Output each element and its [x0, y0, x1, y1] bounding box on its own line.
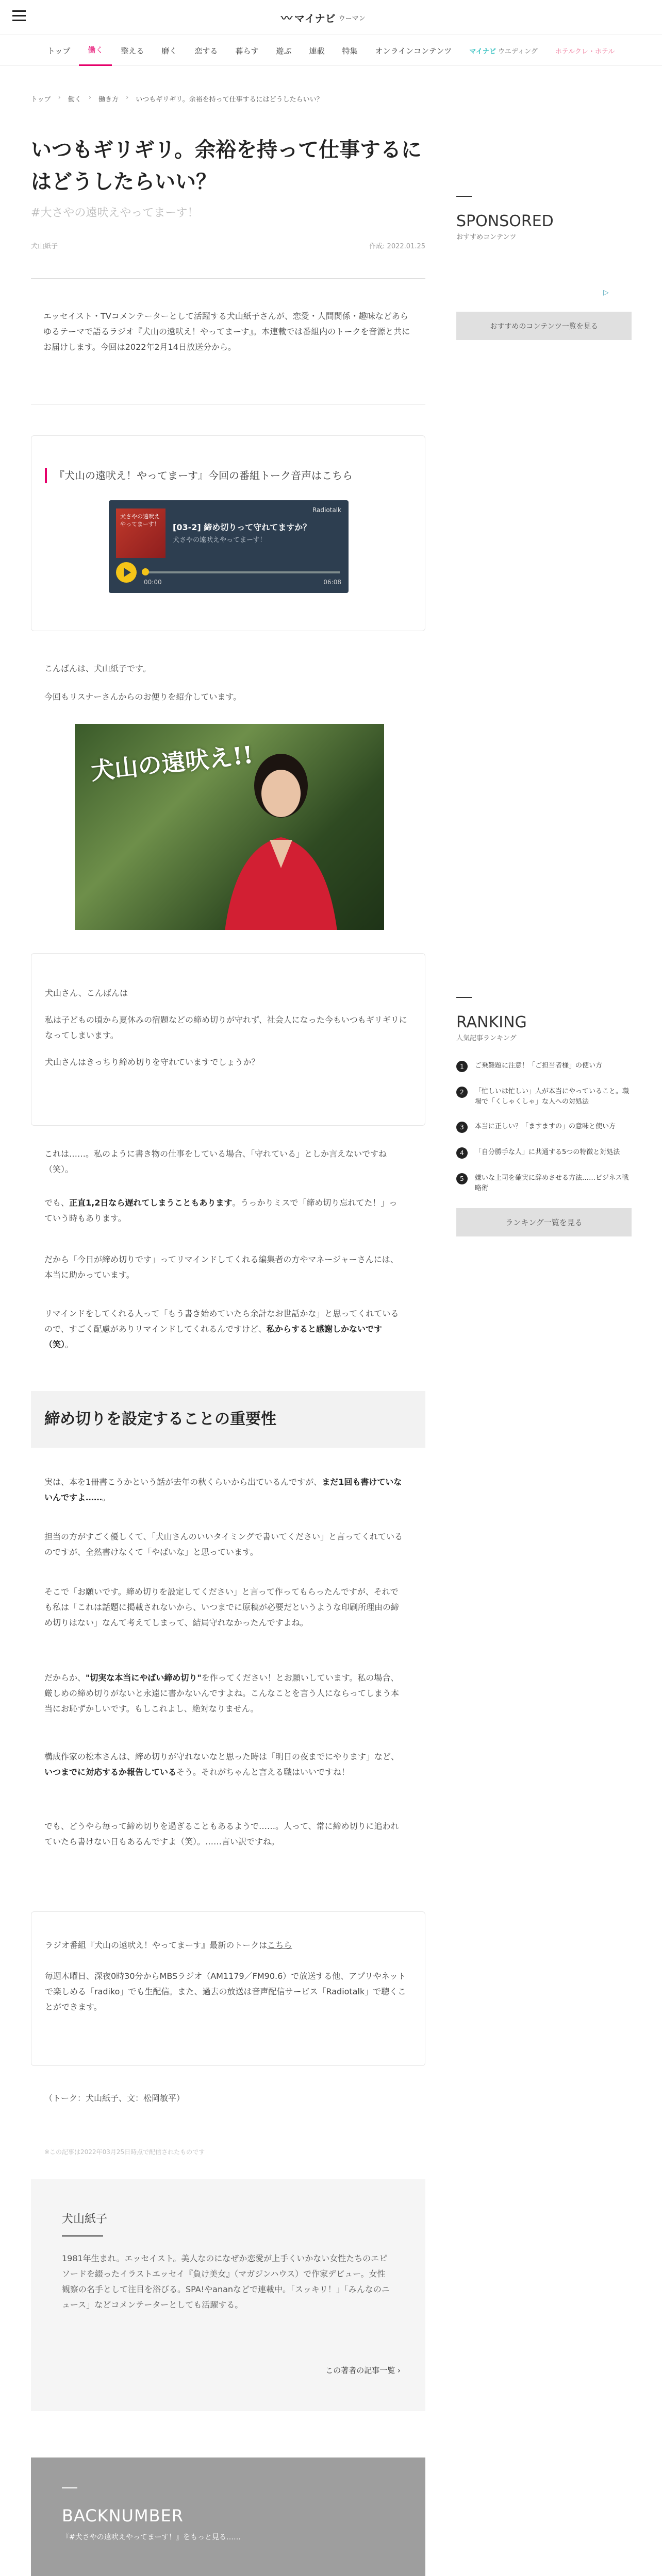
- body-text: 。うっかりミスで「締め切り忘れてた！」っていう時もあります。: [44, 1198, 398, 1223]
- ranking-item-title: 「忙しいは忙しい」人が本当にやっていること。職場で「くしゃくしゃ」な人への対処法: [475, 1088, 630, 1106]
- nav-item-hotel[interactable]: ホテルクレ・ホテル: [555, 47, 615, 56]
- body-text: だから「今日が締め切りです」ってリマインドしてくれる編集者の方やマネージャーさんには、本当に助かっています。: [44, 1255, 399, 1280]
- intro-paragraph: こんばんは、犬山紙子です。: [44, 664, 151, 673]
- ranking-item[interactable]: [456, 1061, 632, 1072]
- ranking-list: [456, 1061, 632, 1194]
- backnumber-subtitle[interactable]: 『#犬さやの遠吠えやってまーす！』をもっと見る……: [62, 2533, 241, 2541]
- body-text: 実は、本を1冊書こうかという話が去年の秋くらいから出ているんですが、: [44, 1477, 322, 1487]
- rank-number: 4: [456, 1147, 468, 1159]
- radio-latest-text: ラジオ番組『犬山の遠吠え！やってまーす』最新のトークは: [45, 1940, 268, 1950]
- rank-number: 1: [456, 1061, 468, 1072]
- breadcrumb-top[interactable]: トップ: [31, 96, 51, 104]
- logo-subtext: ウーマン: [338, 14, 366, 23]
- letter-line: 私は子どもの頃から夏休みの宿題などの締め切りが守れず、社会人になった今もいつもギリギリになってしまいます。: [45, 1015, 407, 1040]
- episode-subtitle: 犬さやの遠吠えやってまーす！: [173, 536, 267, 544]
- radiotalk-brand: Radiotalk: [312, 506, 341, 514]
- body-text: リマインドをしてくれる人って「もう書き始めていたら余計なお世話かな」と思ってくれているので、すごく配慮がありリマインドしてくれるんですけど、: [44, 1309, 399, 1334]
- sidebar-ranking: [456, 997, 632, 1236]
- ranking-list-button[interactable]: ランキング一覧を見る: [456, 1208, 632, 1236]
- portrait-figure: [204, 739, 358, 930]
- breadcrumb-workstyle[interactable]: 働き方: [98, 96, 119, 104]
- radio-latest-link[interactable]: こちら: [267, 1940, 292, 1950]
- sponsored-title: SPONSORED: [456, 212, 554, 230]
- ranking-subtitle: 人気記事ランキング: [456, 1035, 517, 1042]
- body-paragraph: [44, 1670, 405, 1717]
- ranking-item[interactable]: [456, 1147, 632, 1159]
- ranking-item-title: 「自分勝手な人」に共通する5つの特徴と対処法: [475, 1148, 620, 1156]
- page-title: いつもギリギリ。余裕を持って仕事するにはどうしたらいい？: [31, 138, 422, 194]
- radio-latest: [45, 1938, 411, 1953]
- body-text: だからか、: [44, 1673, 86, 1683]
- body-text: そこで「お願いです。締め切りを設定してください」と言って作ってもらったんですが、それでも私は「これは話題に掲載されないから、いつまでに原稿が必要だというような印刷所理由の締め切りはない」なんて考えてしまって、結局守れなかったんですよね。: [44, 1587, 400, 1628]
- progress-bar[interactable]: [144, 571, 340, 573]
- body-text: 構成作家の松本さんは、締め切りが守れないなと思った時は「明日の夜までにやります」など、: [44, 1752, 400, 1761]
- episode-title: [03-2] 締め切りって守れてますか？: [173, 522, 311, 532]
- sidebar-sponsored: [456, 196, 632, 331]
- article-header: [31, 134, 425, 250]
- listener-letter: [31, 953, 425, 1126]
- radio-schedule: 毎週木曜日、深夜0時30分からMBSラジオ（AM1179／FM90.6）で放送する他、アプリやネットで楽しめる「radiko」でも生配信。また、過去の放送は音声配信サービス「Radiotalk」で聴くことができます。: [45, 1971, 406, 2012]
- podcast-heading: 『犬山の遠吠え！やってまーす』今回の番組トーク音声はこちら: [45, 468, 411, 483]
- backnumber-box: [31, 2458, 425, 2576]
- backnumber-title: BACKNUMBER: [62, 2506, 184, 2526]
- chevron-right-icon: ›: [398, 2366, 401, 2375]
- ranking-item[interactable]: [456, 1173, 632, 1194]
- intro-paragraph: 今回もリスナーさんからのお便りを紹介しています。: [44, 692, 242, 702]
- logo-text: マイナビ: [294, 12, 336, 25]
- site-header: [0, 0, 662, 35]
- divider: [456, 196, 472, 197]
- body-paragraph: [44, 1819, 405, 1850]
- publish-note: ※この記事は2022年03月25日時点で配信されたものです: [44, 2148, 205, 2156]
- wedding-label: ウエディング: [498, 47, 538, 56]
- body-text: を作ってください！とお願いしています。私の場合、厳しめの締め切りがないと永遠に書かないんですよね。こんなことを言う人にならってしまう本当にお恥ずかしいです。もしこれよし、絶対なりません。: [44, 1673, 400, 1714]
- nav-item-work[interactable]: 働く: [79, 35, 112, 66]
- article-credit: （トーク：犬山紙子、文：松岡敏平）: [44, 2093, 185, 2103]
- body-paragraph: [44, 1529, 405, 1560]
- nav-item-arrange[interactable]: 整える: [121, 46, 144, 56]
- author-name: 犬山紙子: [62, 2213, 108, 2226]
- letter-line: 犬山さん、こんばんは: [45, 988, 128, 998]
- body-text: そう。それがちゃんと言える職はいいですね！: [176, 1767, 350, 1777]
- breadcrumb-current: いつもギリギリ。余裕を持って仕事するにはどうしたらいい？: [136, 96, 323, 104]
- nav-item-polish[interactable]: 磨く: [161, 46, 177, 56]
- mynavi-logo-icon: 〰: [281, 12, 292, 25]
- body-text: 。: [102, 1493, 111, 1502]
- nav-item-series[interactable]: 連載: [309, 46, 325, 56]
- rank-number: 5: [456, 1173, 468, 1184]
- body-text: 担当の方がすごく優しくて、「犬山さんのいいタイミングで書いてください」と言ってくれているのですが、全然書けなくて「やばいな」と思っています。: [44, 1532, 403, 1557]
- global-nav: [0, 35, 662, 66]
- article-photo: [75, 724, 384, 930]
- chevron-right-icon: ›: [126, 94, 129, 101]
- divider: [456, 997, 472, 998]
- nav-item-play[interactable]: 遊ぶ: [276, 46, 292, 56]
- body-paragraph: [44, 1195, 405, 1226]
- hamburger-menu-icon[interactable]: [12, 10, 26, 22]
- sponsored-subtitle: おすすめコンテンツ: [456, 233, 517, 241]
- time-total: 06:08: [323, 579, 341, 586]
- ranking-item-title: 本当に正しい？「ますますの」の意味と使い方: [475, 1123, 616, 1130]
- chevron-right-icon: ›: [58, 94, 61, 101]
- body-text: 。: [65, 1340, 74, 1349]
- ranking-item[interactable]: [456, 1122, 632, 1133]
- rank-number: 3: [456, 1122, 468, 1133]
- ranking-item[interactable]: [456, 1087, 632, 1107]
- body-paragraph: [44, 1584, 405, 1631]
- divider: [62, 2235, 103, 2236]
- nav-item-live[interactable]: 暮らす: [235, 46, 259, 56]
- nav-item-online[interactable]: オンラインコンテンツ: [375, 46, 452, 56]
- author-link[interactable]: 犬山紙子: [31, 243, 58, 250]
- breadcrumb: [31, 94, 323, 104]
- sponsored-list-button[interactable]: おすすめのコンテンツ一覧を見る: [456, 312, 632, 340]
- body-paragraph: [44, 1146, 405, 1177]
- author-bio: 1981年生まれ。エッセイスト。美人なのになぜか恋愛が上手くいかない女性たちのエピソードを綴ったイラストエッセイ『負け美女』（マガジンハウス）で作家デビュー。女性観察の名手として注目を浴びる。SPA!やananなどで連載中。「スッキリ！」「みんなのニュース」などコメンテーターとしても活躍する。: [62, 2253, 390, 2310]
- article-meta: [31, 241, 425, 250]
- author-profile: [31, 2179, 425, 2411]
- photo-brush-lettering: 犬山の遠吠え!!: [89, 740, 255, 786]
- body-paragraph: [44, 1306, 405, 1352]
- body-paragraph: [44, 1749, 405, 1780]
- article-tag[interactable]: #大さやの遠吠えやってまーす！: [31, 207, 199, 219]
- time-current: 00:00: [144, 579, 162, 586]
- section-heading: 締め切りを設定することの重要性: [31, 1391, 425, 1448]
- body-text: これは……。私のように書き物の仕事をしている場合、「守れている」としか言えないですね（笑）。: [44, 1149, 387, 1174]
- author-articles-label: この著者の記事一覧: [325, 2366, 395, 2375]
- ad-choices-icon[interactable]: ▷: [603, 289, 609, 297]
- author-articles-link[interactable]: [325, 2365, 401, 2376]
- chevron-right-icon: ›: [88, 94, 92, 101]
- podcast-box: [31, 435, 425, 631]
- divider: [62, 2487, 77, 2488]
- play-icon[interactable]: [116, 562, 137, 583]
- audio-player: [109, 500, 349, 593]
- nav-item-wedding[interactable]: [460, 35, 546, 66]
- body-paragraph: [44, 1252, 405, 1283]
- body-emphasis: いつまでに対応するか報告している: [44, 1767, 177, 1777]
- publish-date: 作成: 2022.01.25: [369, 243, 425, 250]
- rank-number: 2: [456, 1087, 468, 1098]
- body-emphasis: 正直1,2日なら遅れてしまうこともあります: [69, 1198, 233, 1208]
- article-lead: エッセイスト・TVコメンテーターとして活躍する犬山紙子さんが、恋愛・人間関係・趣味などあらゆるテーマで語るラジオ『犬山の遠吠え！やってまーす』。本連載では番組内のトークを音源と共にお届けします。今回は2022年2月14日放送分から。: [31, 278, 425, 404]
- nav-item-love[interactable]: 恋する: [194, 46, 218, 56]
- progress-handle[interactable]: [142, 568, 149, 575]
- body-paragraph: [44, 1475, 405, 1505]
- breadcrumb-work[interactable]: 働く: [68, 96, 81, 104]
- letter-line: 犬山さんはきっちり締め切りを守れていますでしょうか？: [45, 1057, 260, 1067]
- body-text: でも、: [44, 1198, 70, 1208]
- body-emphasis: まだ1回も書けていないんですよ……: [44, 1477, 402, 1502]
- wedding-brand: マイナビ: [469, 47, 496, 56]
- body-emphasis: 私からすると感謝しかないです（笑）: [44, 1324, 383, 1349]
- nav-item-feature[interactable]: 特集: [342, 46, 358, 56]
- podcast-artwork: 犬さやの遠吠えやってまーす！: [116, 509, 166, 558]
- radio-info-box: [31, 1911, 425, 2066]
- site-logo[interactable]: [281, 7, 384, 28]
- nav-item-top[interactable]: トップ: [47, 46, 71, 56]
- ranking-title: RANKING: [456, 1013, 527, 1031]
- body-text: でも、どうやら毎って締め切りを過ぎることもあるようで……。人って、常に締め切りに追われていたら書けない日もあるんですよ（笑）。……言い訳ですね。: [44, 1821, 399, 1846]
- ranking-item-title: 嫌いな上司を確実に辞めさせる方法……ビジネス戦略術: [475, 1174, 629, 1192]
- body-emphasis: "切実な本当にやばい締め切り": [86, 1673, 202, 1683]
- ranking-item-title: ご乗難題に注意！「ご担当者様」の使い方: [475, 1062, 603, 1070]
